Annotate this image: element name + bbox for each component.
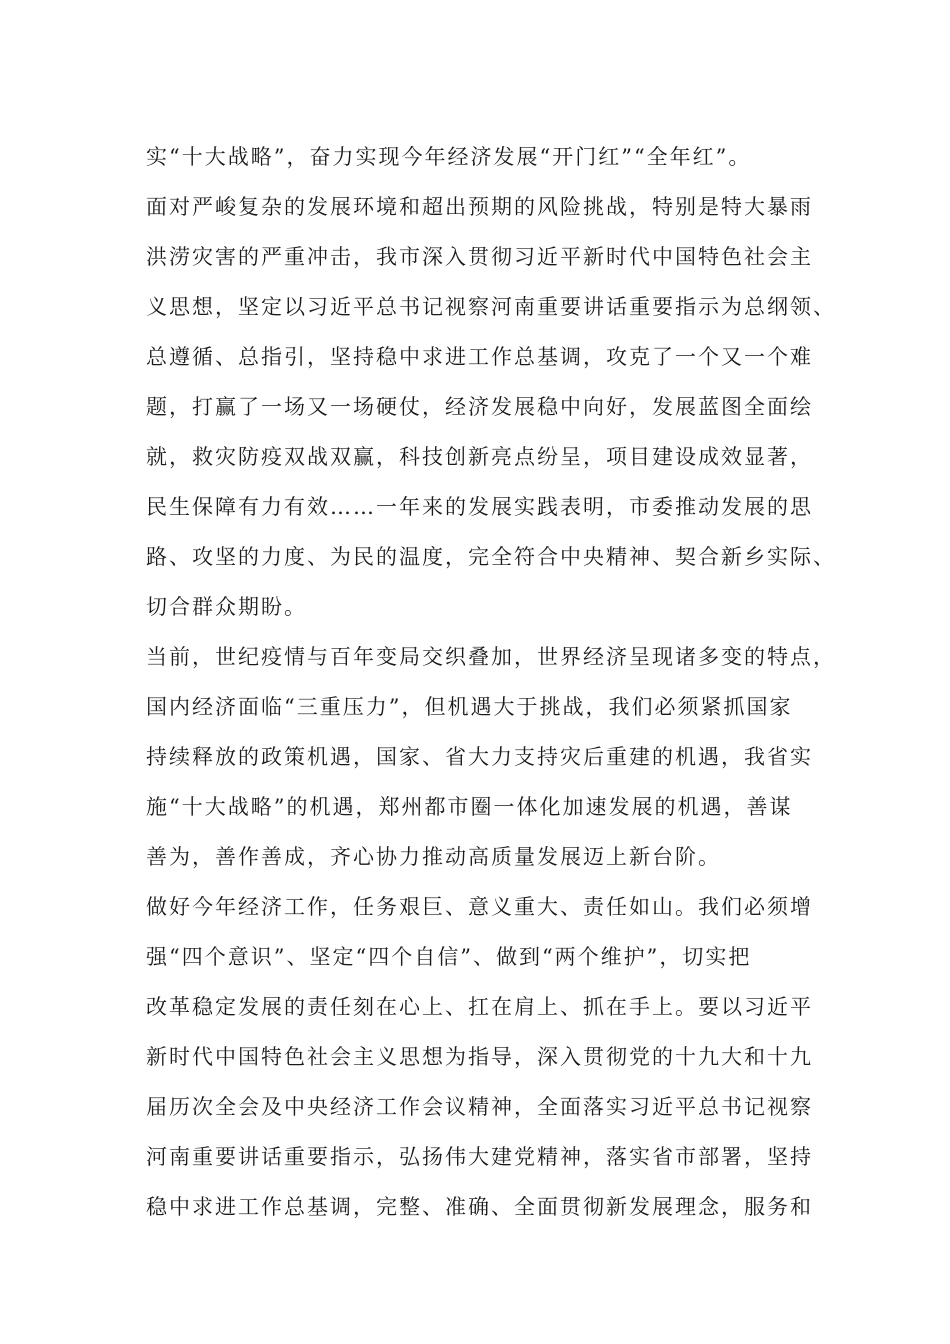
text-line: 善为，善作善成，齐心协力推动高质量发展迈上新台阶。 [146, 845, 721, 869]
text-line: 当前，世纪疫情与百年变局交织叠加，世界经济呈现诸多变的特点， [146, 645, 836, 669]
text-line: 实“十大战略”，奋力实现今年经济发展“开门红”“全年红”。 [146, 145, 752, 169]
text-line: 题，打赢了一场又一场硬仗，经济发展稳中向好，发展蓝图全面绘 [146, 395, 813, 419]
document-body [146, 132, 836, 1232]
text-line: 届历次全会及中央经济工作会议精神，全面落实习近平总书记视察 [146, 1095, 813, 1119]
text-line: 面对严峻复杂的发展环境和超出预期的风险挑战，特别是特大暴雨 [146, 195, 813, 219]
text-line: 强“四个意识”、坚定“四个自信”、做到“两个维护”，切实把 [146, 945, 752, 969]
text-line: 总遵循、总指引，坚持稳中求进工作总基调，攻克了一个又一个难 [146, 345, 813, 369]
text-line: 新时代中国特色社会主义思想为指导，深入贯彻党的十九大和十九 [146, 1045, 813, 1069]
text-line: 国内经济面临“三重压力”，但机遇大于挑战，我们必须紧抓国家 [146, 695, 793, 719]
text-line: 民生保障有力有效……一年来的发展实践表明，市委推动发展的思 [146, 495, 813, 519]
text-line: 改革稳定发展的责任刻在心上、扛在肩上、抓在手上。要以习近平 [146, 995, 813, 1019]
text-line: 施“十大战略”的机遇，郑州都市圈一体化加速发展的机遇，善谋 [146, 795, 793, 819]
text-line: 就，救灾防疫双战双赢，科技创新亮点纷呈，项目建设成效显著， [146, 445, 813, 469]
text-line: 洪涝灾害的严重冲击，我市深入贯彻习近平新时代中国特色社会主 [146, 245, 813, 269]
text-line: 河南重要讲话重要指示，弘扬伟大建党精神，落实省市部署，坚持 [146, 1145, 813, 1169]
text-line: 切合群众期盼。 [146, 595, 307, 619]
text-line: 稳中求进工作总基调，完整、准确、全面贯彻新发展理念，服务和 [146, 1195, 813, 1219]
text-line: 义思想，坚定以习近平总书记视察河南重要讲话重要指示为总纲领、 [146, 295, 836, 319]
text-line: 路、攻坚的力度、为民的温度，完全符合中央精神、契合新乡实际、 [146, 545, 836, 569]
text-line: 持续释放的政策机遇，国家、省大力支持灾后重建的机遇，我省实 [146, 745, 813, 769]
text-line: 做好今年经济工作，任务艰巨、意义重大、责任如山。我们必须增 [146, 895, 813, 919]
